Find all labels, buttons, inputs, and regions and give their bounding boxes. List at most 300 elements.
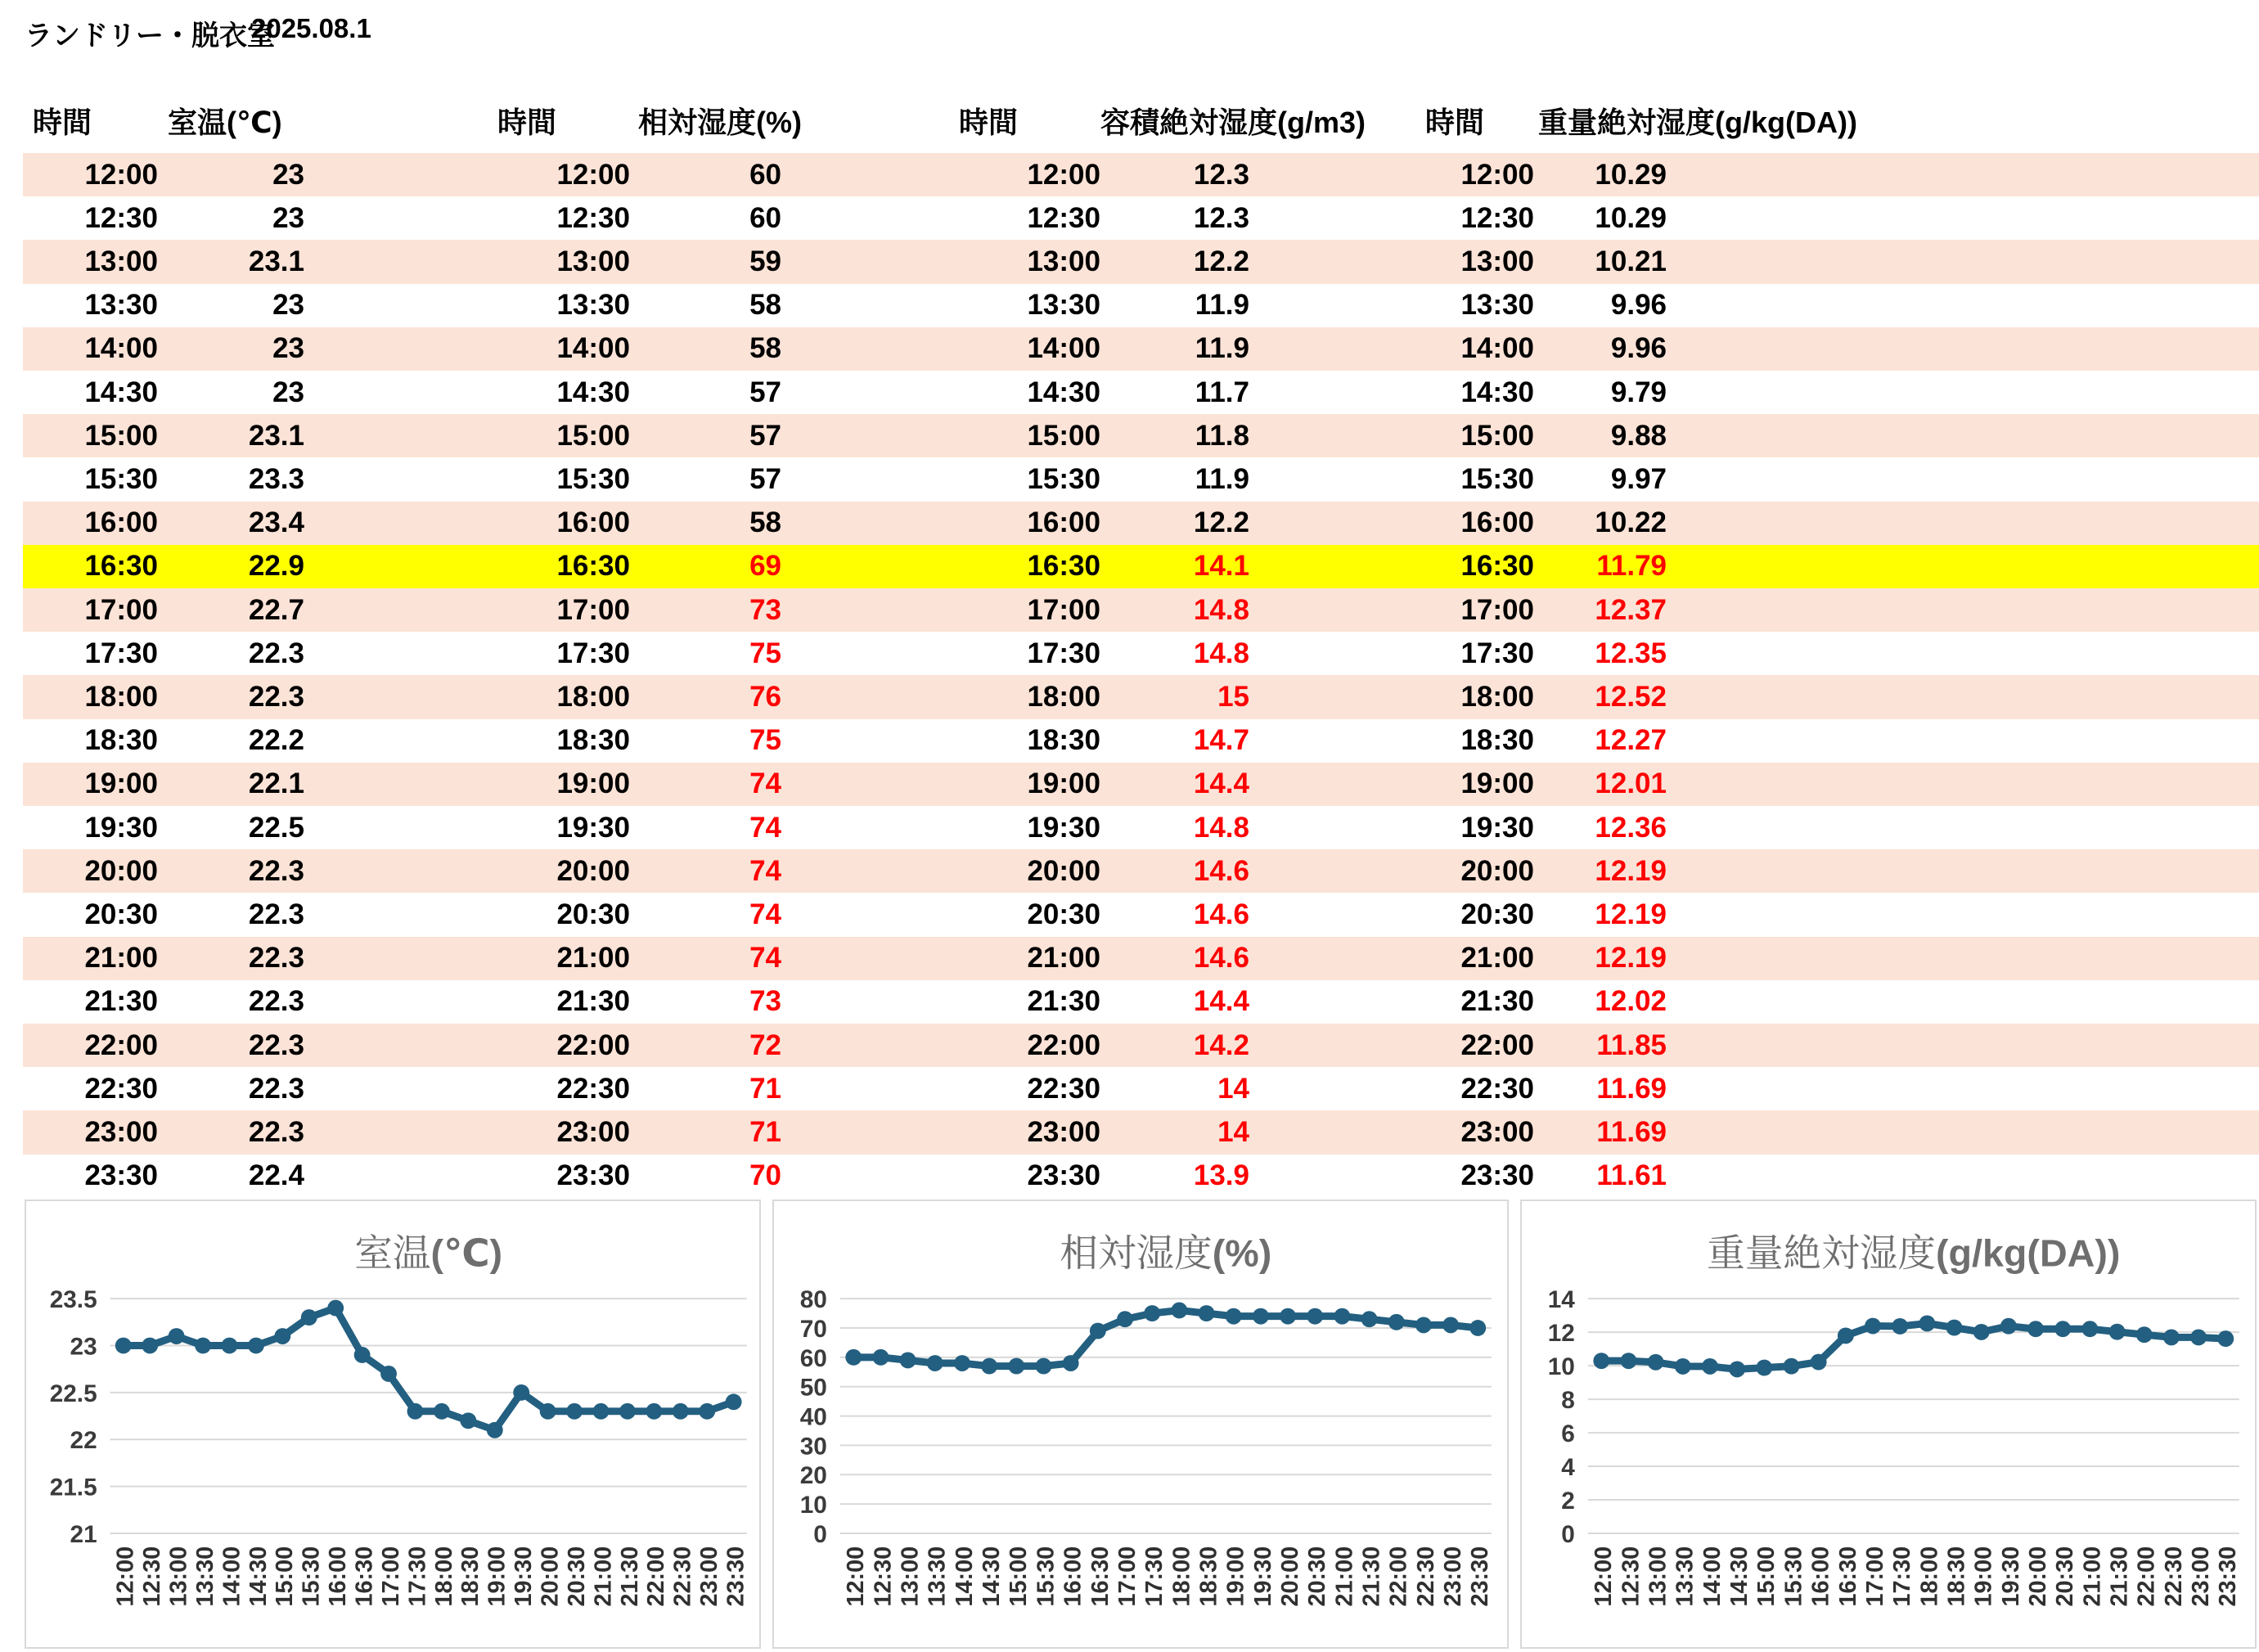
time-cell: 18:00 xyxy=(1460,680,1534,713)
series-line xyxy=(124,1308,734,1430)
value-cell: 22.5 xyxy=(248,811,304,844)
data-point-marker xyxy=(1442,1317,1459,1333)
value-cell: 12.36 xyxy=(1595,811,1667,844)
time-cell: 19:30 xyxy=(556,811,630,844)
value-cell: 22.3 xyxy=(248,942,304,975)
time-cell: 16:30 xyxy=(1027,550,1100,583)
table-row xyxy=(23,1067,2259,1110)
data-point-marker xyxy=(301,1309,317,1326)
value-cell: 72 xyxy=(749,1029,781,1061)
data-point-marker xyxy=(1729,1361,1745,1377)
x-tick-label: 21:30 xyxy=(1358,1546,1385,1607)
time-cell: 19:30 xyxy=(84,811,158,844)
table2-time-header: 時間 xyxy=(497,106,557,139)
value-cell: 14.6 xyxy=(1193,854,1249,887)
time-cell: 18:30 xyxy=(84,724,158,757)
table-row xyxy=(23,284,2259,327)
table-row xyxy=(23,240,2259,283)
time-cell: 12:00 xyxy=(1027,158,1100,191)
chart-title: 室温(℃) xyxy=(354,1231,503,1275)
value-cell: 11.85 xyxy=(1596,1029,1667,1061)
data-point-marker xyxy=(1973,1324,1990,1340)
time-cell: 17:00 xyxy=(1027,593,1100,626)
value-cell: 57 xyxy=(749,419,781,452)
time-cell: 18:30 xyxy=(556,724,630,757)
y-tick-label: 6 xyxy=(1561,1420,1575,1447)
value-cell: 14.8 xyxy=(1193,811,1249,844)
y-tick-label: 70 xyxy=(799,1315,827,1343)
data-point-marker xyxy=(274,1328,290,1344)
x-tick-label: 22:30 xyxy=(2160,1546,2187,1607)
value-cell: 22.3 xyxy=(248,1072,304,1105)
value-cell: 59 xyxy=(749,245,781,277)
time-cell: 13:00 xyxy=(556,245,630,277)
y-tick-label: 80 xyxy=(799,1286,827,1314)
x-tick-label: 17:30 xyxy=(1889,1546,1916,1607)
data-point-marker xyxy=(673,1403,689,1420)
x-tick-label: 15:30 xyxy=(1780,1546,1807,1607)
time-cell: 17:00 xyxy=(556,593,630,626)
x-tick-label: 20:30 xyxy=(2052,1546,2079,1607)
data-point-marker xyxy=(699,1403,715,1420)
x-tick-label: 12:00 xyxy=(112,1546,139,1607)
value-cell: 71 xyxy=(749,1072,781,1105)
table-row xyxy=(23,632,2259,675)
x-tick-label: 12:00 xyxy=(843,1546,870,1607)
value-cell: 11.69 xyxy=(1596,1072,1667,1105)
data-point-marker xyxy=(1253,1308,1269,1325)
table-row xyxy=(23,371,2259,414)
data-point-marker xyxy=(1415,1317,1432,1333)
time-cell: 23:30 xyxy=(84,1159,158,1192)
value-cell: 23.3 xyxy=(248,462,304,495)
x-tick-label: 13:30 xyxy=(1672,1546,1699,1607)
value-cell: 11.7 xyxy=(1195,376,1249,408)
data-point-marker xyxy=(1648,1354,1664,1371)
time-cell: 16:00 xyxy=(556,506,630,539)
x-tick-label: 13:00 xyxy=(165,1546,192,1607)
time-cell: 19:30 xyxy=(1027,811,1100,844)
x-tick-label: 17:30 xyxy=(1141,1546,1168,1607)
table1-time-header: 時間 xyxy=(33,106,92,139)
data-point-marker xyxy=(1090,1323,1106,1339)
data-point-marker xyxy=(115,1338,132,1354)
data-point-marker xyxy=(566,1403,583,1420)
data-point-marker xyxy=(1226,1308,1242,1325)
value-cell: 14.2 xyxy=(1193,1029,1249,1061)
x-tick-label: 16:00 xyxy=(1060,1546,1087,1607)
time-cell: 17:30 xyxy=(556,637,630,669)
data-point-marker xyxy=(1811,1354,1827,1371)
time-cell: 12:30 xyxy=(1460,201,1534,234)
value-cell: 12.35 xyxy=(1595,637,1667,669)
data-point-marker xyxy=(981,1358,997,1375)
time-cell: 19:00 xyxy=(556,767,630,800)
table-row xyxy=(23,1024,2259,1067)
x-tick-label: 13:00 xyxy=(897,1546,924,1607)
room-temp-chart-svg xyxy=(26,1201,759,1647)
value-cell: 22.3 xyxy=(248,1029,304,1061)
data-point-marker xyxy=(2217,1330,2234,1347)
value-cell: 9.96 xyxy=(1610,332,1667,365)
x-tick-label: 17:00 xyxy=(1114,1546,1141,1607)
y-tick-label: 0 xyxy=(813,1520,827,1548)
value-cell: 71 xyxy=(749,1115,781,1148)
value-cell: 76 xyxy=(749,680,781,713)
value-cell: 9.97 xyxy=(1610,462,1667,495)
table-row xyxy=(23,327,2259,371)
data-point-marker xyxy=(354,1347,371,1363)
data-point-marker xyxy=(1892,1318,1908,1335)
data-point-marker xyxy=(169,1328,185,1344)
value-cell: 60 xyxy=(749,158,781,191)
y-tick-label: 10 xyxy=(799,1492,827,1519)
x-tick-label: 21:00 xyxy=(1331,1546,1358,1607)
data-point-marker xyxy=(646,1403,662,1420)
value-cell: 22.3 xyxy=(248,898,304,930)
x-tick-label: 21:00 xyxy=(590,1546,617,1607)
data-point-marker xyxy=(513,1384,529,1401)
value-cell: 15 xyxy=(1217,680,1249,713)
x-tick-label: 14:30 xyxy=(245,1546,272,1607)
data-point-marker xyxy=(2163,1330,2180,1346)
y-tick-label: 8 xyxy=(1561,1387,1575,1415)
time-cell: 18:00 xyxy=(1027,680,1100,713)
value-cell: 12.52 xyxy=(1595,680,1667,713)
time-cell: 16:30 xyxy=(1460,550,1534,583)
time-cell: 22:00 xyxy=(1460,1029,1534,1061)
value-cell: 22.1 xyxy=(248,767,304,800)
x-tick-label: 17:00 xyxy=(377,1546,404,1607)
value-cell: 10.29 xyxy=(1595,201,1667,234)
table-row xyxy=(23,153,2259,196)
value-cell: 9.79 xyxy=(1610,376,1667,408)
value-cell: 73 xyxy=(749,985,781,1018)
time-cell: 21:00 xyxy=(556,942,630,975)
time-cell: 20:00 xyxy=(556,854,630,887)
value-cell: 74 xyxy=(749,942,781,975)
data-point-marker xyxy=(1593,1353,1609,1369)
time-cell: 23:00 xyxy=(1460,1115,1534,1148)
data-point-marker xyxy=(1388,1314,1405,1330)
value-cell: 22.3 xyxy=(248,637,304,669)
chart-title: 相対湿度(%) xyxy=(1060,1231,1272,1275)
x-tick-label: 20:00 xyxy=(2024,1546,2051,1607)
time-cell: 21:00 xyxy=(1460,942,1534,975)
data-point-marker xyxy=(434,1403,450,1420)
x-tick-label: 18:30 xyxy=(1943,1546,1970,1607)
time-cell: 21:00 xyxy=(1027,942,1100,975)
value-cell: 73 xyxy=(749,593,781,626)
x-tick-label: 16:00 xyxy=(325,1546,352,1607)
time-cell: 14:00 xyxy=(1027,332,1100,365)
value-cell: 69 xyxy=(749,550,781,583)
x-tick-label: 16:30 xyxy=(351,1546,378,1607)
table-row xyxy=(23,196,2259,240)
x-tick-label: 22:30 xyxy=(1412,1546,1439,1607)
time-cell: 13:00 xyxy=(1460,245,1534,277)
time-cell: 15:30 xyxy=(556,462,630,495)
x-tick-label: 21:30 xyxy=(2106,1546,2133,1607)
time-cell: 16:00 xyxy=(84,506,158,539)
table-row xyxy=(23,893,2259,936)
table-row xyxy=(23,414,2259,457)
value-cell: 75 xyxy=(749,637,781,669)
table-row xyxy=(23,806,2259,849)
chart-title: 重量絶対湿度(g/kg(DA)) xyxy=(1707,1231,2121,1275)
y-tick-label: 10 xyxy=(1547,1353,1575,1381)
data-point-marker xyxy=(1063,1355,1079,1371)
data-point-marker xyxy=(222,1338,238,1354)
data-point-marker xyxy=(1469,1320,1486,1336)
x-tick-label: 20:30 xyxy=(1304,1546,1331,1607)
time-cell: 21:00 xyxy=(84,942,158,975)
y-tick-label: 22 xyxy=(70,1427,97,1455)
value-cell: 9.88 xyxy=(1610,419,1667,452)
x-tick-label: 20:00 xyxy=(1276,1546,1303,1607)
time-cell: 20:00 xyxy=(84,854,158,887)
time-cell: 21:30 xyxy=(84,985,158,1018)
data-point-marker xyxy=(954,1355,970,1371)
y-tick-label: 20 xyxy=(799,1462,827,1490)
time-cell: 14:00 xyxy=(1460,332,1534,365)
table-row xyxy=(23,588,2259,632)
data-point-marker xyxy=(460,1412,476,1429)
x-tick-label: 18:00 xyxy=(1916,1546,1943,1607)
time-cell: 20:30 xyxy=(84,898,158,930)
table3-value-header: 容積絶対湿度(g/m3) xyxy=(1100,106,1366,139)
y-tick-label: 21 xyxy=(70,1520,97,1548)
x-tick-label: 19:30 xyxy=(511,1546,538,1607)
y-tick-label: 60 xyxy=(799,1344,827,1372)
time-cell: 19:00 xyxy=(84,767,158,800)
time-cell: 18:00 xyxy=(556,680,630,713)
data-point-marker xyxy=(1307,1308,1323,1325)
value-cell: 12.19 xyxy=(1595,898,1667,930)
x-tick-label: 19:00 xyxy=(1222,1546,1249,1607)
time-cell: 22:30 xyxy=(556,1072,630,1105)
data-point-marker xyxy=(927,1355,943,1371)
time-cell: 23:30 xyxy=(1027,1159,1100,1192)
y-tick-label: 12 xyxy=(1547,1320,1575,1348)
x-tick-label: 15:00 xyxy=(1006,1546,1033,1607)
y-tick-label: 50 xyxy=(799,1374,827,1402)
time-cell: 15:00 xyxy=(1027,419,1100,452)
value-cell: 9.96 xyxy=(1610,289,1667,322)
value-cell: 22.3 xyxy=(248,1115,304,1148)
value-cell: 14.6 xyxy=(1193,898,1249,930)
data-point-marker xyxy=(619,1403,636,1420)
data-point-marker xyxy=(487,1422,503,1438)
page-title: ランドリー・脱衣室 xyxy=(25,20,275,52)
time-cell: 13:00 xyxy=(84,245,158,277)
data-point-marker xyxy=(1334,1308,1350,1325)
data-point-marker xyxy=(873,1349,889,1366)
x-tick-label: 16:00 xyxy=(1807,1546,1834,1607)
page-date: 2025.08.1 xyxy=(251,13,371,43)
time-cell: 14:00 xyxy=(84,332,158,365)
x-tick-label: 14:00 xyxy=(218,1546,245,1607)
value-cell: 14 xyxy=(1217,1072,1249,1105)
value-cell: 14.4 xyxy=(1193,767,1249,800)
y-tick-label: 40 xyxy=(799,1403,827,1431)
time-cell: 18:30 xyxy=(1027,724,1100,757)
value-cell: 23 xyxy=(272,376,304,408)
time-cell: 15:00 xyxy=(84,419,158,452)
time-cell: 22:00 xyxy=(84,1029,158,1061)
x-tick-label: 14:30 xyxy=(1726,1546,1753,1607)
x-tick-label: 19:30 xyxy=(1997,1546,2024,1607)
data-point-marker xyxy=(1919,1316,1935,1332)
data-point-marker xyxy=(248,1338,264,1354)
time-cell: 14:30 xyxy=(84,376,158,408)
data-point-marker xyxy=(195,1338,211,1354)
value-cell: 13.9 xyxy=(1193,1159,1249,1192)
y-tick-label: 14 xyxy=(1547,1286,1575,1314)
time-cell: 13:30 xyxy=(1460,289,1534,322)
value-cell: 12.19 xyxy=(1595,942,1667,975)
value-cell: 12.2 xyxy=(1193,245,1249,277)
x-tick-label: 13:30 xyxy=(924,1546,951,1607)
time-cell: 22:00 xyxy=(1027,1029,1100,1061)
room-temp-chart xyxy=(25,1200,761,1649)
x-tick-label: 23:00 xyxy=(2188,1546,2215,1607)
data-point-marker xyxy=(540,1403,556,1420)
x-tick-label: 15:30 xyxy=(1033,1546,1060,1607)
data-point-marker xyxy=(1199,1305,1215,1321)
time-cell: 22:30 xyxy=(1027,1072,1100,1105)
time-cell: 16:30 xyxy=(556,550,630,583)
relative-humidity-chart xyxy=(772,1200,1509,1649)
table-row xyxy=(23,457,2259,501)
data-point-marker xyxy=(900,1353,916,1369)
value-cell: 12.2 xyxy=(1193,506,1249,539)
time-cell: 17:30 xyxy=(1460,637,1534,669)
value-cell: 12.01 xyxy=(1595,767,1667,800)
time-cell: 12:30 xyxy=(84,201,158,234)
x-tick-label: 16:30 xyxy=(1834,1546,1861,1607)
value-cell: 10.21 xyxy=(1595,245,1667,277)
time-cell: 12:00 xyxy=(1460,158,1534,191)
data-point-marker xyxy=(2109,1324,2126,1340)
table-row xyxy=(23,675,2259,718)
value-cell: 14.8 xyxy=(1193,637,1249,669)
y-tick-label: 30 xyxy=(799,1433,827,1461)
absolute-humidity-chart xyxy=(1520,1200,2257,1649)
x-tick-label: 18:00 xyxy=(1168,1546,1195,1607)
table2-value-header: 相対湿度(%) xyxy=(638,106,802,139)
time-cell: 20:00 xyxy=(1460,854,1534,887)
y-tick-label: 23 xyxy=(70,1333,97,1361)
x-tick-label: 22:30 xyxy=(669,1546,696,1607)
data-point-marker xyxy=(2190,1330,2207,1346)
y-tick-label: 23.5 xyxy=(49,1286,97,1314)
data-point-marker xyxy=(726,1393,742,1410)
time-cell: 19:30 xyxy=(1460,811,1534,844)
table3-time-header: 時間 xyxy=(959,106,1019,139)
table-row xyxy=(23,719,2259,763)
x-tick-label: 23:00 xyxy=(1440,1546,1467,1607)
value-cell: 12.37 xyxy=(1595,593,1667,626)
time-cell: 23:30 xyxy=(556,1159,630,1192)
value-cell: 14.7 xyxy=(1193,724,1249,757)
value-cell: 57 xyxy=(749,376,781,408)
value-cell: 74 xyxy=(749,854,781,887)
value-cell: 23.1 xyxy=(248,245,304,277)
x-tick-label: 12:30 xyxy=(139,1546,166,1607)
value-cell: 22.7 xyxy=(248,593,304,626)
value-cell: 12.19 xyxy=(1595,854,1667,887)
table-row xyxy=(23,849,2259,893)
value-cell: 14.1 xyxy=(1193,550,1249,583)
value-cell: 74 xyxy=(749,811,781,844)
data-point-marker xyxy=(593,1403,610,1420)
data-point-marker xyxy=(1946,1320,1963,1336)
value-cell: 23 xyxy=(272,158,304,191)
x-tick-label: 12:00 xyxy=(1591,1546,1618,1607)
value-cell: 58 xyxy=(749,332,781,365)
data-point-marker xyxy=(2081,1321,2098,1337)
x-tick-label: 19:00 xyxy=(1970,1546,1997,1607)
x-tick-label: 21:00 xyxy=(2079,1546,2106,1607)
x-tick-label: 17:00 xyxy=(1861,1546,1888,1607)
x-tick-label: 18:30 xyxy=(457,1546,484,1607)
table1-value-header: 室温(℃) xyxy=(168,106,282,139)
time-cell: 23:00 xyxy=(556,1115,630,1148)
table-row xyxy=(23,1110,2259,1154)
value-cell: 10.22 xyxy=(1595,506,1667,539)
value-cell: 11.79 xyxy=(1596,550,1667,583)
time-cell: 19:00 xyxy=(1027,767,1100,800)
data-point-marker xyxy=(1621,1353,1637,1369)
value-cell: 22.3 xyxy=(248,680,304,713)
data-point-marker xyxy=(1117,1311,1133,1327)
y-tick-label: 2 xyxy=(1561,1487,1575,1515)
time-cell: 23:00 xyxy=(1027,1115,1100,1148)
time-cell: 23:00 xyxy=(84,1115,158,1148)
table-row xyxy=(23,502,2259,545)
time-cell: 12:00 xyxy=(556,158,630,191)
time-cell: 21:30 xyxy=(1460,985,1534,1018)
x-tick-label: 15:00 xyxy=(272,1546,299,1607)
value-cell: 14 xyxy=(1217,1115,1249,1148)
time-cell: 13:30 xyxy=(556,289,630,322)
data-point-marker xyxy=(1144,1305,1160,1321)
table-row xyxy=(23,763,2259,806)
value-cell: 23.4 xyxy=(248,506,304,539)
x-tick-label: 12:30 xyxy=(870,1546,897,1607)
time-cell: 14:30 xyxy=(1027,376,1100,408)
value-cell: 11.9 xyxy=(1195,332,1249,365)
x-tick-label: 15:30 xyxy=(298,1546,325,1607)
x-tick-label: 22:00 xyxy=(2133,1546,2160,1607)
data-point-marker xyxy=(380,1366,397,1382)
time-cell: 22:00 xyxy=(556,1029,630,1061)
y-tick-label: 4 xyxy=(1561,1453,1575,1481)
x-tick-label: 23:30 xyxy=(1467,1546,1494,1607)
data-point-marker xyxy=(1361,1311,1378,1327)
data-point-marker xyxy=(1702,1358,1718,1375)
time-cell: 20:30 xyxy=(556,898,630,930)
x-tick-label: 13:00 xyxy=(1645,1546,1672,1607)
data-point-marker xyxy=(407,1403,424,1420)
value-cell: 58 xyxy=(749,289,781,322)
x-tick-label: 20:00 xyxy=(537,1546,564,1607)
value-cell: 23.1 xyxy=(248,419,304,452)
y-tick-label: 21.5 xyxy=(49,1474,97,1501)
time-cell: 12:30 xyxy=(556,201,630,234)
x-tick-label: 13:30 xyxy=(191,1546,218,1607)
